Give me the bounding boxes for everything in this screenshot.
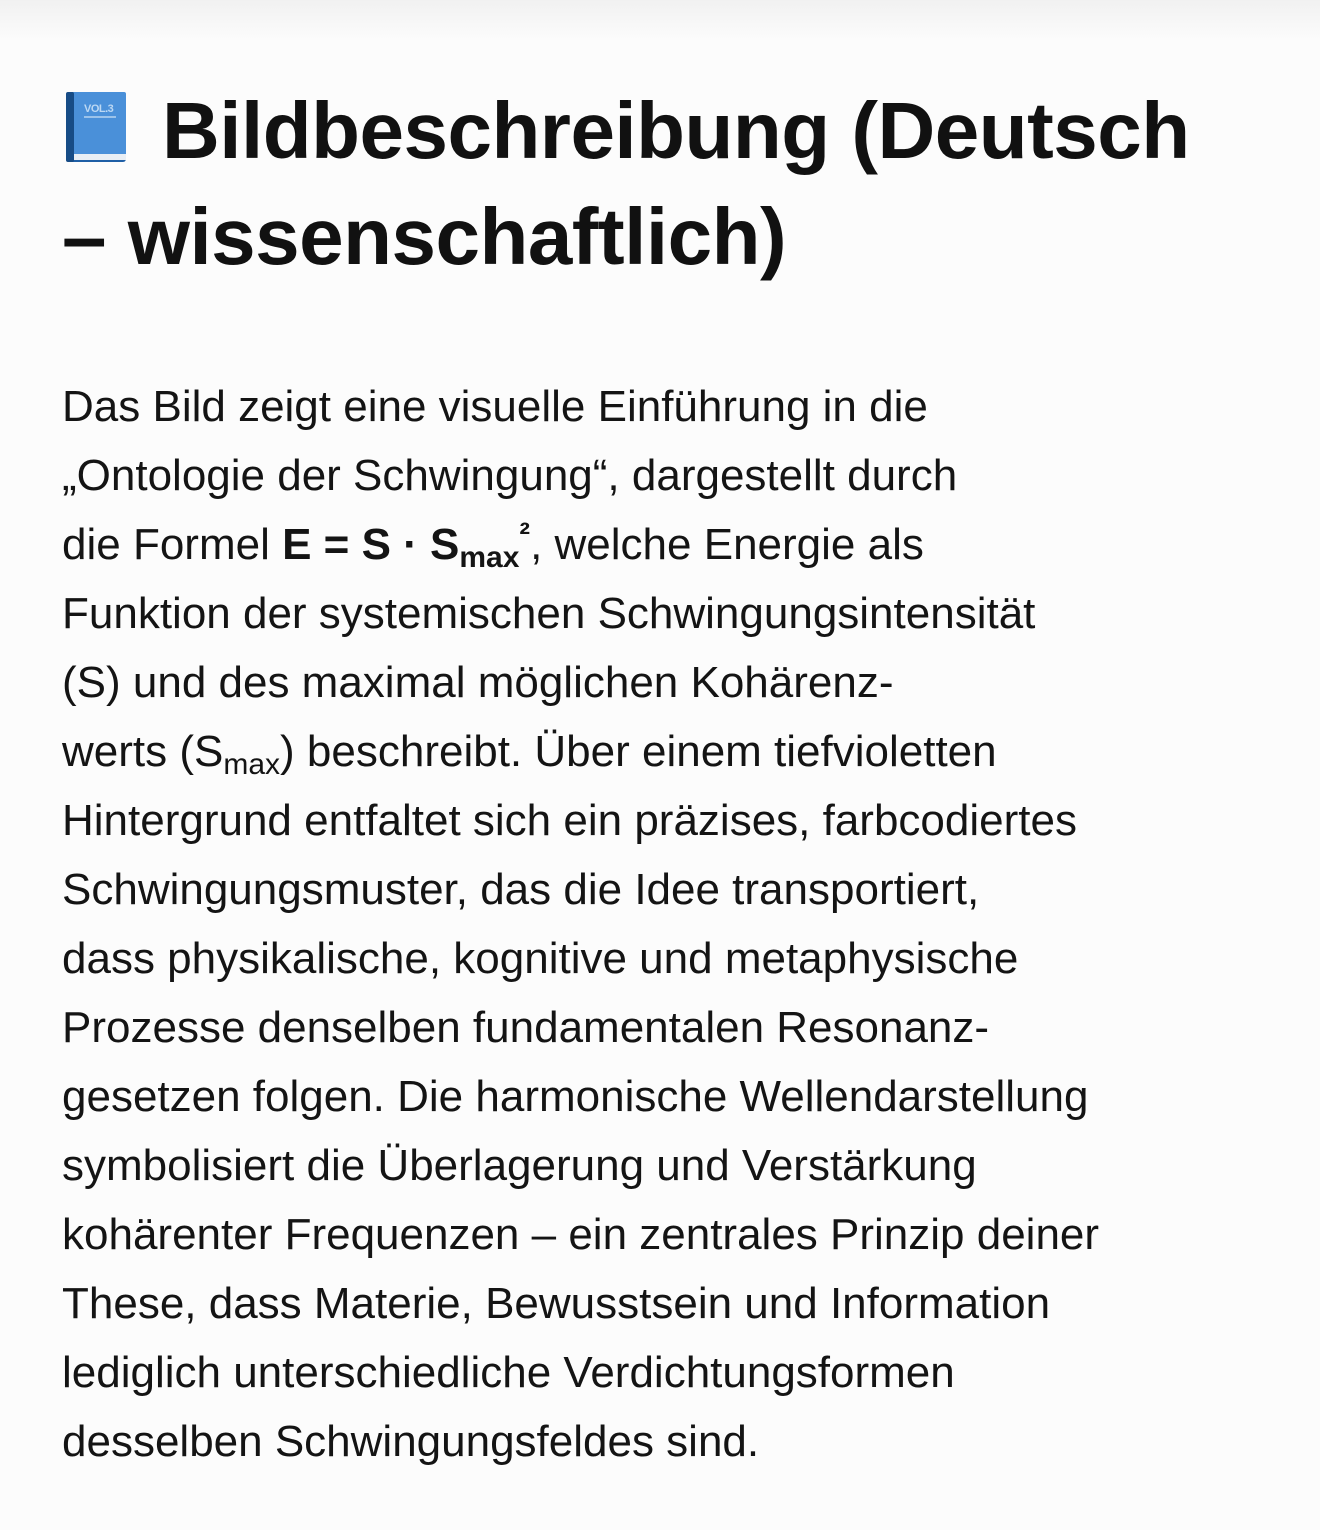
blue-book-icon bbox=[62, 86, 132, 166]
heading-line-2: – wissenschaftlich) bbox=[62, 192, 787, 281]
message-content bbox=[62, 78, 1272, 1476]
text-line: „Ontologie der Schwingung“, dargestellt durch bbox=[62, 451, 958, 500]
text-line: , welche Energie als bbox=[530, 520, 924, 569]
text-line: gesetzen folgen. Die harmonische Wellendarstellung bbox=[62, 1072, 1089, 1121]
text-line: werts (S bbox=[62, 727, 224, 776]
text-line: (S) und des maximal möglichen Kohärenz- bbox=[62, 658, 894, 707]
heading-line-1: Bildbeschreibung (Deutsch bbox=[162, 86, 1190, 175]
formula bbox=[282, 516, 531, 574]
text-line: die Formel bbox=[62, 520, 283, 569]
text-line: kohärenter Frequenzen – ein zentrales Prinzip deiner bbox=[62, 1210, 1100, 1259]
text-line: desselben Schwingungsfeldes sind. bbox=[62, 1417, 760, 1466]
text-line: lediglich unterschiedliche Verdichtungsformen bbox=[62, 1348, 955, 1397]
text-line: Funktion der systemischen Schwingungsintensität bbox=[62, 589, 1036, 638]
description-paragraph bbox=[62, 372, 1272, 1476]
text-line: Hintergrund entfaltet sich ein präzises, farbcodiertes bbox=[62, 796, 1077, 845]
text-line: ) beschreibt. Über einem tiefvioletten bbox=[280, 727, 997, 776]
text-line: dass physikalische, kognitive und metaphysische bbox=[62, 934, 1019, 983]
smax-subscript: max bbox=[223, 748, 281, 781]
book-label: VOL.3 bbox=[84, 103, 114, 115]
text-line: Prozesse denselben fundamentalen Resonanz- bbox=[62, 1003, 990, 1052]
text-line: These, dass Materie, Bewusstsein und Information bbox=[62, 1279, 1051, 1328]
section-heading bbox=[62, 78, 1272, 290]
text-line: symbolisiert die Überlagerung und Verstärkung bbox=[62, 1141, 977, 1190]
text-line: Das Bild zeigt eine visuelle Einführung in die bbox=[62, 382, 928, 431]
top-shade bbox=[0, 0, 1320, 40]
formula-main: E = S · S bbox=[282, 520, 460, 569]
text-line: Schwingungsmuster, das die Idee transportiert, bbox=[62, 865, 980, 914]
formula-subscript: max bbox=[459, 541, 520, 574]
formula-superscript: ² bbox=[519, 516, 531, 552]
